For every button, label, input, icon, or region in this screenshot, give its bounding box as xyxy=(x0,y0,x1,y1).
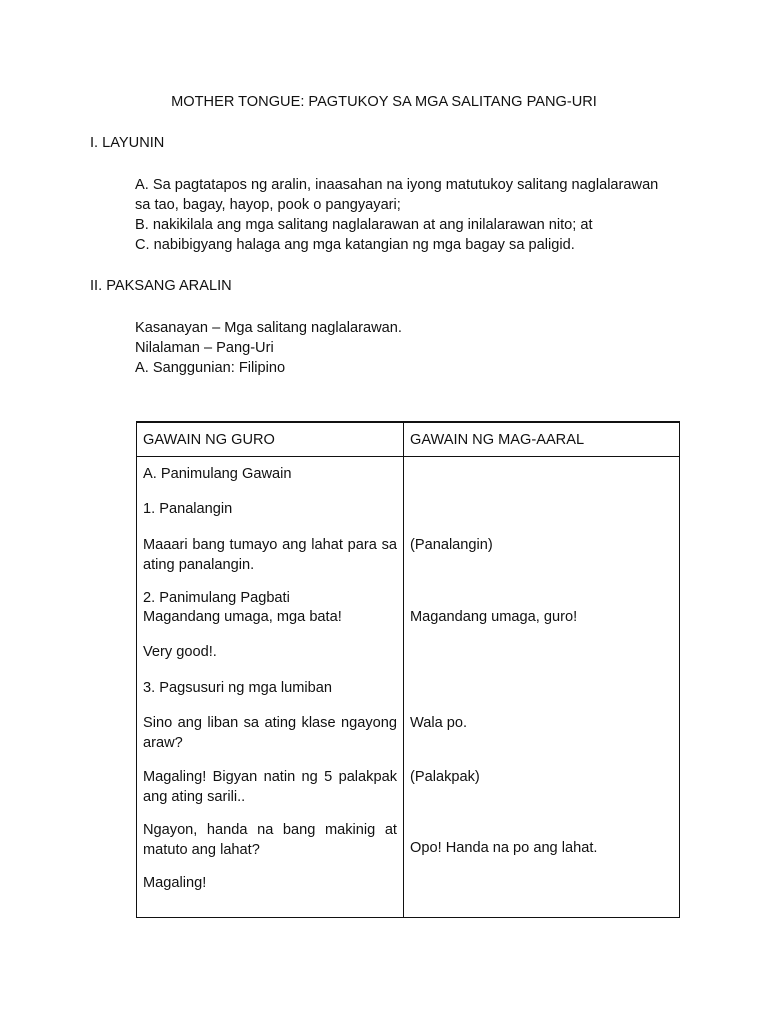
student-line: Opo! Handa na po ang lahat. xyxy=(410,840,598,856)
subject-line: Kasanayan – Mga salitang naglalarawan. xyxy=(135,320,402,336)
objective-line: sa tao, bagay, hayop, pook o pangyayari; xyxy=(135,197,401,213)
section-heading-paksang-aralin: II. PAKSANG ARALIN xyxy=(90,278,232,294)
column-header-student: GAWAIN NG MAG-AARAL xyxy=(404,422,680,457)
objectives-paragraph xyxy=(135,175,715,255)
objective-line: B. nakikilala ang mga salitang naglalarawan at ang inilalarawan nito; at xyxy=(135,217,593,233)
teacher-line: Ngayon, handa na bang makinig at matuto ang lahat? xyxy=(143,822,397,858)
teacher-line: Magaling! xyxy=(143,875,207,891)
teacher-line: Magaling! Bigyan natin ng 5 palakpak ang ating sarili.. xyxy=(143,769,397,805)
teacher-line: 3. Pagsusuri ng mga lumiban xyxy=(143,680,333,696)
student-activities-cell xyxy=(404,457,680,918)
subject-line: A. Sanggunian: Filipino xyxy=(135,360,286,376)
student-line: (Panalangin) xyxy=(410,537,493,553)
objective-line: A. Sa pagtatapos ng aralin, inaasahan na iyong matutukoy salitang naglalarawan xyxy=(135,177,659,193)
teacher-line: 2. Panimulang Pagbati xyxy=(143,590,290,606)
teacher-activities-cell xyxy=(137,457,404,918)
section-heading-layunin: I. LAYUNIN xyxy=(90,135,165,151)
student-line: (Palakpak) xyxy=(410,769,480,785)
teacher-line: A. Panimulang Gawain xyxy=(143,466,292,482)
teacher-line: 1. Panalangin xyxy=(143,501,233,517)
objective-line: C. nabibigyang halaga ang mga katangian ng mga bagay sa paligid. xyxy=(135,237,575,253)
student-line: Wala po. xyxy=(410,715,468,731)
page-title: MOTHER TONGUE: PAGTUKOY SA MGA SALITANG PANG-URI xyxy=(171,94,597,110)
teacher-line: Very good!. xyxy=(143,644,217,660)
teacher-line: Sino ang liban sa ating klase ngayong araw? xyxy=(143,715,397,751)
activities-table xyxy=(136,421,680,918)
table-row xyxy=(137,457,680,918)
teacher-line: Maaari bang tumayo ang lahat para sa ating panalangin. xyxy=(143,537,397,573)
column-header-teacher: GAWAIN NG GURO xyxy=(137,422,404,457)
teacher-line: Magandang umaga, mga bata! xyxy=(143,609,342,625)
table-header-row xyxy=(137,422,680,457)
subject-matter-paragraph xyxy=(135,318,715,378)
subject-line: Nilalaman – Pang-Uri xyxy=(135,340,274,356)
student-line: Magandang umaga, guro! xyxy=(410,609,578,625)
